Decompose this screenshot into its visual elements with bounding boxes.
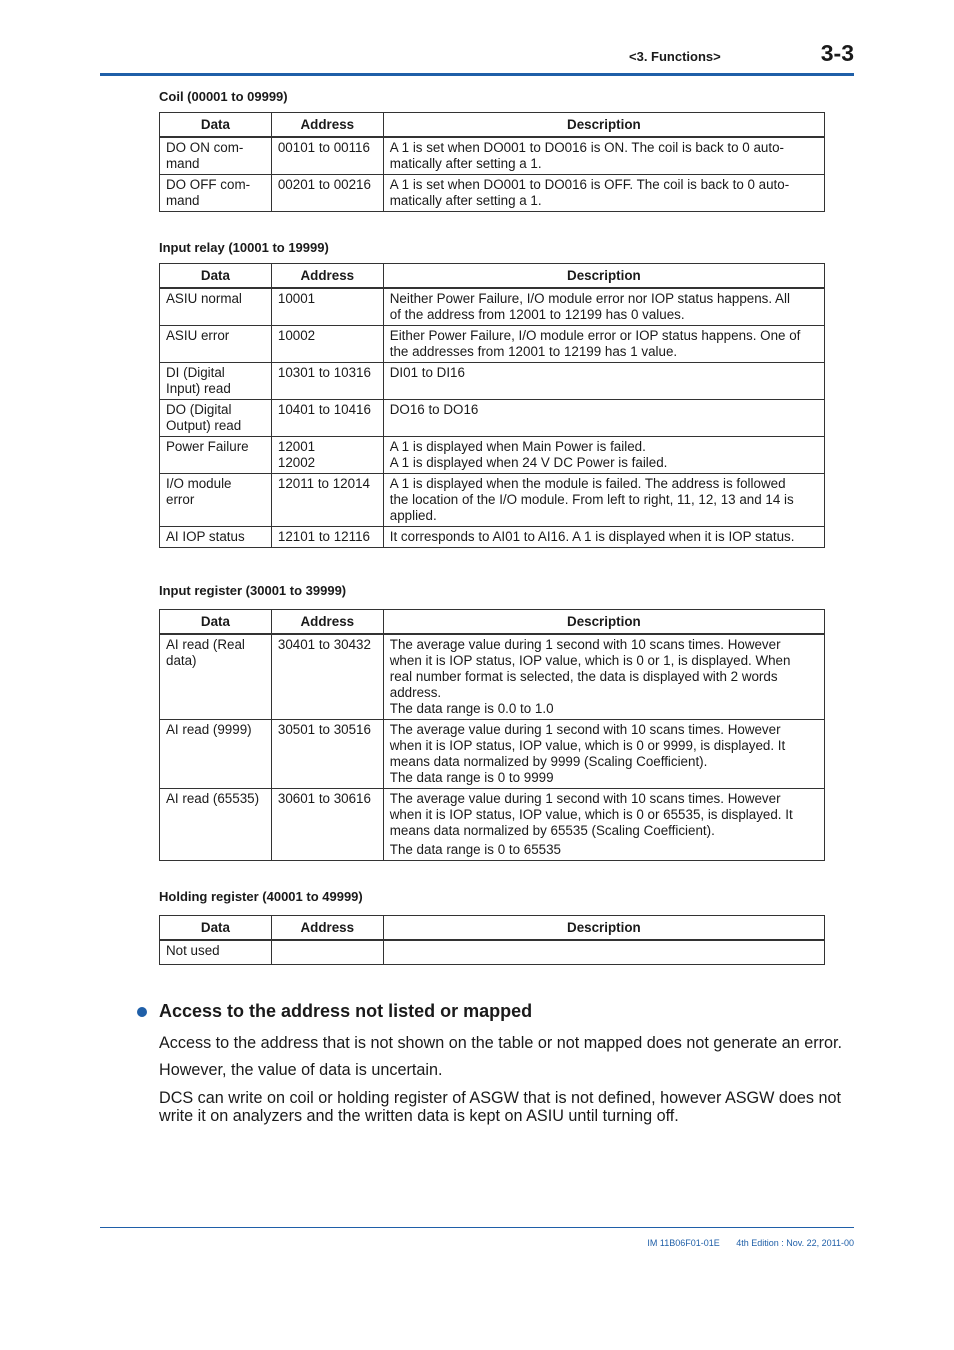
- cell-line: The data range is 0.0 to 1.0: [389, 701, 554, 716]
- cell-line: when it is IOP status, IOP value, which is 0 or 65535, is displayed. It: [389, 807, 793, 822]
- cell-line: AI read (9999): [166, 722, 252, 737]
- coil-table: [159, 112, 825, 212]
- cell-line: Power Failure: [166, 439, 249, 454]
- column-header-data: Data: [160, 264, 272, 289]
- footer: [633, 1238, 854, 1248]
- cell-line: when it is IOP status, IOP value, which is 0 or 9999, is displayed. It: [389, 738, 786, 753]
- cell-description: [383, 720, 824, 789]
- table-header-row: [160, 610, 825, 635]
- cell-line: DI01 to DI16: [389, 365, 465, 380]
- cell-address: [271, 527, 383, 548]
- cell-line: DO16 to DO16: [389, 402, 479, 417]
- cell-line: real number format is selected, the data is displayed with 2 words: [389, 669, 778, 684]
- cell-address: [271, 474, 383, 527]
- table-row: [160, 789, 825, 861]
- column-header-data: Data: [160, 610, 272, 635]
- cell-line: 10002: [277, 328, 316, 343]
- cell-line: 10001: [277, 291, 316, 306]
- table-row: [160, 288, 825, 326]
- cell-line: I/O module: [166, 476, 232, 491]
- table-row: [160, 363, 825, 400]
- table-header-row: [160, 264, 825, 289]
- cell-address: [271, 634, 383, 720]
- table-row: [160, 175, 825, 212]
- cell-description: [383, 634, 824, 720]
- column-header-description: Description: [383, 610, 824, 635]
- column-header-data: Data: [160, 113, 272, 138]
- cell-line: Output) read: [166, 418, 242, 433]
- cell-line: 12101 to 12116: [277, 529, 370, 544]
- cell-line: Neither Power Failure, I/O module error nor IOP status happens. All: [389, 291, 790, 306]
- input-relay-table: [159, 263, 825, 548]
- cell-line: 30501 to 30516: [277, 722, 371, 737]
- access-paragraph-3: DCS can write on coil or holding register of ASGW that is not defined, however ASGW does not write it on analyzers and the written data is kept on ASIU until turning off.: [159, 1089, 842, 1125]
- cell-data: [160, 789, 272, 861]
- table-header-row: [160, 113, 825, 138]
- cell-data: [160, 137, 272, 175]
- cell-line: when it is IOP status, IOP value, which is 0 or 1, is displayed. When: [389, 653, 791, 668]
- cell-line: 12001: [277, 439, 316, 454]
- table-row: [160, 437, 825, 474]
- table-row: [160, 326, 825, 363]
- cell-address: [271, 400, 383, 437]
- table-header-row: [160, 916, 825, 941]
- cell-line: matically after setting a 1.: [389, 156, 542, 171]
- cell-data: [160, 474, 272, 527]
- cell-line: The average value during 1 second with 10 scans times. However: [389, 791, 781, 806]
- cell-line: the location of the I/O module. From left to right, 11, 12, 13 and 14 is: [389, 492, 794, 507]
- cell-line: matically after setting a 1.: [389, 193, 542, 208]
- cell-line: mand: [166, 156, 200, 171]
- input-register-table-title: Input register (30001 to 39999): [159, 583, 347, 598]
- cell-line: The data range is 0 to 65535: [389, 842, 561, 857]
- cell-data: [160, 634, 272, 720]
- cell-data: [160, 326, 272, 363]
- cell-line: DI (Digital: [166, 365, 225, 380]
- cell-description: [383, 326, 824, 363]
- cell-line: 10401 to 10416: [277, 402, 371, 417]
- cell-address: [271, 175, 383, 212]
- cell-line: 00201 to 00216: [277, 177, 371, 192]
- footer-edition: 4th Edition : Nov. 22, 2011-00: [736, 1238, 854, 1248]
- table-row: [160, 400, 825, 437]
- cell-address: [271, 363, 383, 400]
- cell-description: [383, 175, 824, 212]
- footer-rule: [100, 1227, 854, 1228]
- access-paragraph-1: Access to the address that is not shown on the table or not mapped does not generate an error.: [159, 1034, 843, 1052]
- access-section-heading: [137, 1001, 532, 1022]
- cell-description: [383, 288, 824, 326]
- table-row: [160, 940, 825, 964]
- cell-description: [383, 474, 824, 527]
- cell-line: the addresses from 12001 to 12199 has 1 value.: [389, 344, 678, 359]
- cell-address: [271, 940, 383, 964]
- access-heading-text: Access to the address not listed or mapped: [159, 1001, 533, 1021]
- cell-line: 30601 to 30616: [277, 791, 371, 806]
- cell-line: Not used: [166, 943, 220, 958]
- cell-line: A 1 is set when DO001 to DO016 is OFF. The coil is back to 0 auto-: [389, 177, 790, 192]
- cell-description: [383, 137, 824, 175]
- cell-address: [271, 288, 383, 326]
- cell-line: Either Power Failure, I/O module error or IOP status happens. One of: [389, 328, 801, 343]
- column-header-address: Address: [271, 264, 383, 289]
- cell-description: [383, 363, 824, 400]
- coil-table-title: Coil (00001 to 09999): [159, 89, 288, 104]
- table-row: [160, 527, 825, 548]
- header-rule: [100, 73, 854, 76]
- cell-data: [160, 288, 272, 326]
- cell-line: Input) read: [166, 381, 231, 396]
- cell-line: A 1 is set when DO001 to DO016 is ON. The coil is back to 0 auto-: [389, 140, 784, 155]
- cell-line: mand: [166, 193, 200, 208]
- table-row: [160, 634, 825, 720]
- header-section-title: <3. Functions>: [629, 49, 721, 64]
- cell-line: AI read (65535): [166, 791, 260, 806]
- cell-line: AI IOP status: [166, 529, 245, 544]
- cell-data: [160, 437, 272, 474]
- cell-line: of the address from 12001 to 12199 has 0 values.: [389, 307, 685, 322]
- cell-data: [160, 400, 272, 437]
- cell-line: 00101 to 00116: [277, 140, 370, 155]
- cell-line: applied.: [389, 508, 437, 523]
- column-header-address: Address: [271, 113, 383, 138]
- input-register-table: [159, 609, 825, 861]
- table-row: [160, 137, 825, 175]
- cell-data: [160, 940, 272, 964]
- cell-address: [271, 437, 383, 474]
- table-row: [160, 474, 825, 527]
- cell-description: [383, 789, 824, 861]
- cell-data: [160, 720, 272, 789]
- input-relay-table-title: Input relay (10001 to 19999): [159, 240, 329, 255]
- cell-line: AI read (Real: [166, 637, 245, 652]
- cell-data: [160, 527, 272, 548]
- holding-register-table: [159, 915, 825, 965]
- column-header-description: Description: [383, 113, 824, 138]
- cell-data: [160, 175, 272, 212]
- cell-line: ASIU normal: [166, 291, 242, 306]
- cell-line: DO ON com-: [166, 140, 244, 155]
- cell-line: data): [166, 653, 197, 668]
- access-paragraph-2: However, the value of data is uncertain.: [159, 1061, 443, 1079]
- cell-line: It corresponds to AI01 to AI16. A 1 is displayed when it is IOP status.: [389, 529, 795, 544]
- cell-address: [271, 137, 383, 175]
- cell-line: means data normalized by 65535 (Scaling Coefficient).: [389, 823, 715, 838]
- cell-line: The average value during 1 second with 10 scans times. However: [389, 722, 781, 737]
- cell-line: ASIU error: [166, 328, 230, 343]
- cell-address: [271, 789, 383, 861]
- cell-description: [383, 940, 824, 964]
- cell-line: DO (Digital: [166, 402, 232, 417]
- cell-line: 10301 to 10316: [277, 365, 371, 380]
- cell-line: 30401 to 30432: [277, 637, 371, 652]
- header-page-number: 3-3: [820, 40, 854, 66]
- cell-line: [390, 943, 818, 959]
- cell-address: [271, 326, 383, 363]
- cell-line: error: [166, 492, 195, 507]
- cell-line: address.: [389, 685, 442, 700]
- cell-line: 12002: [277, 455, 316, 470]
- cell-line: The average value during 1 second with 10 scans times. However: [389, 637, 781, 652]
- column-header-description: Description: [383, 264, 824, 289]
- cell-line: 12011 to 12014: [277, 476, 370, 491]
- column-header-description: Description: [383, 916, 824, 941]
- cell-line: A 1 is displayed when Main Power is failed.: [389, 439, 646, 454]
- column-header-data: Data: [160, 916, 272, 941]
- column-header-address: Address: [271, 916, 383, 941]
- cell-address: [271, 720, 383, 789]
- footer-doc-id: IM 11B06F01-01E: [647, 1238, 720, 1248]
- column-header-address: Address: [271, 610, 383, 635]
- cell-data: [160, 363, 272, 400]
- cell-description: [383, 527, 824, 548]
- cell-line: means data normalized by 9999 (Scaling Coefficient).: [389, 754, 708, 769]
- cell-line: DO OFF com-: [166, 177, 251, 192]
- table-row: [160, 720, 825, 789]
- cell-line: A 1 is displayed when 24 V DC Power is failed.: [389, 455, 668, 470]
- cell-line: The data range is 0 to 9999: [389, 770, 554, 785]
- cell-line: [278, 943, 377, 959]
- cell-description: [383, 400, 824, 437]
- cell-line: A 1 is displayed when the module is failed. The address is followed: [389, 476, 786, 491]
- holding-register-table-title: Holding register (40001 to 49999): [159, 889, 363, 904]
- bullet-icon: [137, 1007, 147, 1017]
- cell-description: [383, 437, 824, 474]
